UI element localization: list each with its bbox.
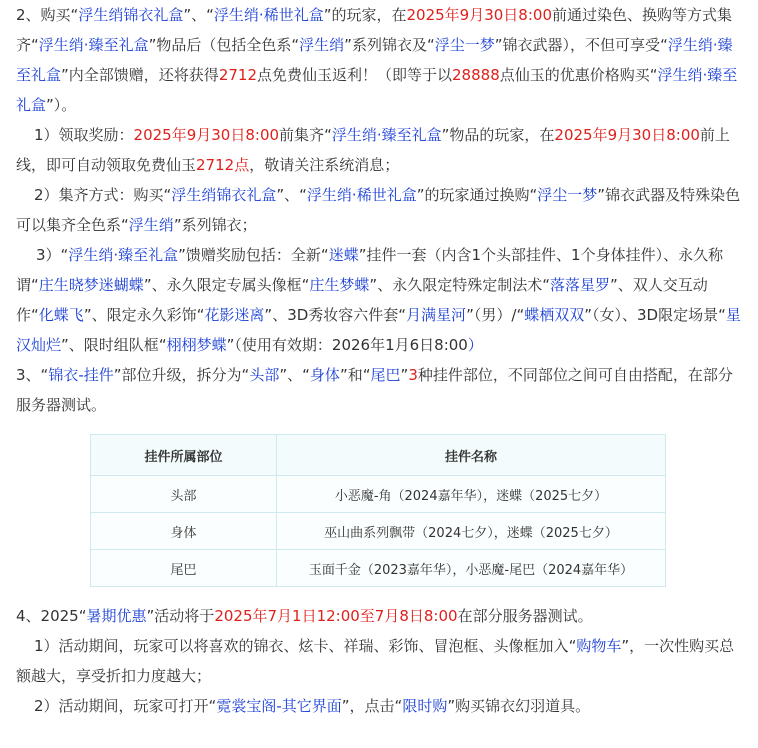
table-header-name: 挂件名称 <box>277 435 666 476</box>
text: 物品的玩家，在 <box>449 126 555 144</box>
text: 2、购买 <box>16 6 71 24</box>
text: 在部分服务器测试。 <box>457 607 593 625</box>
text: （女）、3D限定场景 <box>592 306 719 324</box>
item-name: 浮生绡·臻至礼盒 <box>16 66 738 114</box>
quote-close: ” <box>143 276 152 294</box>
text: 种挂件部位，不同部位之间可自由搭配，在部分服务器测试。 <box>16 366 733 414</box>
text: 锦衣武器及特殊染色可以集齐全色系 <box>16 186 741 234</box>
text: 、限时组队框 <box>68 336 159 354</box>
price-amount: 28888 <box>452 66 500 84</box>
item-name: 庄生梦蝶 <box>309 276 370 294</box>
quote-close: ” <box>344 36 352 54</box>
table-cell-name: 巫山曲系列飘带（2024七夕），迷蝶（2025七夕） <box>277 513 666 550</box>
text: 点免费仙玉返利！（即等于以 <box>257 66 453 84</box>
rebate-amount: 2712 <box>218 66 257 84</box>
section4-item2 <box>16 691 742 721</box>
quote-close: ” <box>226 336 235 354</box>
item-name: 浮生绡 <box>128 216 174 234</box>
pendant-parts-table <box>90 434 666 587</box>
item-name: 浮生绡·臻至礼盒 <box>16 36 733 84</box>
table-cell-name: 玉面千金（2023嘉年华），小恶魔-尾巴（2024嘉年华） <box>277 550 666 587</box>
quote-close: ” <box>441 126 450 144</box>
quote-open: “ <box>301 276 310 294</box>
item-name: 浮生绡锦衣礼盒 <box>78 6 184 24</box>
text: 、 <box>287 366 303 384</box>
table-row <box>91 476 666 513</box>
quote-close: ” <box>148 36 157 54</box>
section2-intro <box>16 0 742 120</box>
quote-close: ” <box>341 697 350 715</box>
text: 挂件一套（内含1个头部挂件、1个身体挂件）、永久称谓 <box>16 246 724 294</box>
quote-open: 2026年1月6日8:00 <box>331 336 468 354</box>
item-name: 浮生绡·臻至礼盒 <box>38 36 149 54</box>
deadline: 2025年9月30日8:00 <box>554 126 700 144</box>
deadline: 2025年9月30日8:00 <box>133 126 280 144</box>
quote-open: “ <box>542 276 550 294</box>
text: 、永久限定特殊定制法术 <box>377 276 543 294</box>
quote-open: “ <box>660 36 668 54</box>
quote-close: ” <box>178 246 186 264</box>
text: 锦衣武器），不但可享受 <box>502 36 661 54</box>
text: 馈赠奖励包括：全新 <box>185 246 321 264</box>
text: 前集齐 <box>279 126 325 144</box>
quote-close: ” <box>83 306 92 324</box>
item-name: 浮生绡·臻至礼盒 <box>68 246 179 264</box>
table-cell-part: 身体 <box>91 513 277 550</box>
count: 3 <box>408 366 418 384</box>
item-name: 浮尘一梦 <box>537 186 598 204</box>
quote-open: “ <box>31 276 39 294</box>
text: （使用有效期： <box>234 336 332 354</box>
quote-open: “ <box>426 36 435 54</box>
section2-item1 <box>16 120 742 180</box>
text: ，一次性购买总额越大，享受折扣力度越大； <box>16 637 735 685</box>
text: 3、 <box>16 366 41 384</box>
section3-text <box>16 360 742 420</box>
text: 系列锦衣及 <box>351 36 427 54</box>
text: 的玩家，在 <box>331 6 407 24</box>
table-header-row <box>91 435 666 476</box>
item-name: 浮尘一梦 <box>434 36 495 54</box>
quote-close: ” <box>323 6 332 24</box>
text: 活动将于 <box>154 607 215 625</box>
table-row <box>91 550 666 587</box>
text: 的玩家通过换购 <box>424 186 530 204</box>
table-cell-name: 小恶魔-角（2024嘉年华），迷蝶（2025七夕） <box>277 476 666 513</box>
quote-close: ” <box>416 186 425 204</box>
rebate-amount: 2712点 <box>196 156 250 174</box>
item-name: 化蝶飞 <box>38 306 84 324</box>
feature-name: 购物车 <box>576 637 622 655</box>
quote-open: “ <box>291 36 300 54</box>
quote-close: ” <box>597 186 606 204</box>
text: ）。 <box>53 96 77 114</box>
text: 2）集齐方式：购买 <box>34 186 164 204</box>
quote-open: “ <box>362 366 371 384</box>
quote-open: “ <box>320 246 329 264</box>
quote-open: “ <box>121 216 129 234</box>
text: 3） <box>36 246 61 264</box>
item-name: 迷蝶 <box>328 246 359 264</box>
event-name: 暑期优惠 <box>86 607 147 625</box>
feature-name: 霓裳宝阁-其它界面 <box>216 697 342 715</box>
table-cell-part: 头部 <box>91 476 277 513</box>
text: 、双人交互动作 <box>16 276 708 324</box>
quote-open: “ <box>649 66 658 84</box>
text: （男）/ <box>473 306 517 324</box>
quote-open: “ <box>60 246 69 264</box>
quote-close: ” <box>339 366 348 384</box>
section2-item3 <box>16 240 742 360</box>
text: 、3D秀妆容六件套 <box>272 306 399 324</box>
text: 1）领取奖励： <box>34 126 134 144</box>
quote-close: ” <box>369 276 378 294</box>
text: 4、2025 <box>16 607 79 625</box>
text: 1）活动期间，玩家可以将喜欢的锦衣、炫卡、祥瑞、彩饰、冒泡框、头像框加入 <box>34 637 569 655</box>
quote-open: “ <box>196 306 205 324</box>
text: 物品后（包括全色系 <box>156 36 292 54</box>
item-name: 落落星罗 <box>549 276 610 294</box>
quote-close: ” <box>584 306 593 324</box>
event-period: 2025年7月1日12:00至7月8日8:00 <box>214 607 458 625</box>
quote-open: “ <box>241 366 250 384</box>
quote-open: “ <box>31 306 39 324</box>
text: 系列锦衣； <box>181 216 257 234</box>
item-name: 花影迷离 <box>204 306 265 324</box>
item-name: 浮生绡·臻至礼盒 <box>331 126 442 144</box>
text: 部位升级，拆分为 <box>121 366 242 384</box>
section4-item1 <box>16 631 742 691</box>
quote-close: ” <box>61 66 69 84</box>
quote-open: “ <box>302 366 310 384</box>
quote-close: ” <box>146 607 155 625</box>
quote-open: “ <box>40 366 49 384</box>
deadline: 2025年9月30日8:00 <box>406 6 552 24</box>
quote-close: ” <box>494 36 503 54</box>
quote-close: ” <box>173 216 182 234</box>
quote-close: ” <box>610 276 618 294</box>
text: 2）活动期间，玩家可打开 <box>34 697 209 715</box>
quote-close: ” <box>46 96 54 114</box>
quote-close: ” <box>466 306 474 324</box>
quote-close: ” <box>264 306 273 324</box>
table-header-part: 挂件所属部位 <box>91 435 277 476</box>
text: 前上线，即可自动领取免费仙玉 <box>16 126 730 174</box>
feature-name: 限时购 <box>402 697 448 715</box>
quote-open: “ <box>568 637 577 655</box>
quote-close: ” <box>276 186 285 204</box>
item-name: 月满星河 <box>406 306 467 324</box>
quote-open: “ <box>158 336 167 354</box>
item-name: 蝶栖双双 <box>524 306 585 324</box>
quote-close: ” <box>183 6 192 24</box>
quote-open: “ <box>398 306 407 324</box>
quote-open: “ <box>718 306 726 324</box>
item-name: 浮生绡·稀世礼盒 <box>213 6 324 24</box>
table-cell-part: 尾巴 <box>91 550 277 587</box>
text: 内全部馈赠，还将获得 <box>68 66 219 84</box>
text: 、限定永久彩饰 <box>91 306 197 324</box>
quote-open: “ <box>299 186 307 204</box>
table-row <box>91 513 666 550</box>
item-name: 锦衣-挂件 <box>48 366 114 384</box>
section4-intro <box>16 601 742 631</box>
text: 和 <box>347 366 363 384</box>
item-name: 浮生绡 <box>299 36 345 54</box>
quote-open: “ <box>324 126 332 144</box>
quote-open: “ <box>516 306 525 324</box>
quote-open: “ <box>70 6 79 24</box>
quote-open: “ <box>208 697 217 715</box>
item-name: 浮生绡锦衣礼盒 <box>171 186 277 204</box>
quote-close: ” <box>279 366 288 384</box>
section2-item2 <box>16 180 742 240</box>
text: 点仙玉的优惠价格购买 <box>499 66 650 84</box>
quote-open: “ <box>163 186 172 204</box>
text: ，点击 <box>349 697 395 715</box>
text: ，敬请关注系统消息； <box>249 156 400 174</box>
quote-open: “ <box>31 36 39 54</box>
item-name: 星汉灿烂 <box>16 306 741 354</box>
text: 前通过染色、换购等方式集齐 <box>16 6 733 54</box>
item-name: ） <box>467 336 483 354</box>
text: 购买锦衣幻羽道具。 <box>455 697 591 715</box>
quote-open: “ <box>78 607 87 625</box>
item-name: 庄生晓梦迷蝴蝶 <box>38 276 144 294</box>
text: 、永久限定专属头像框 <box>151 276 302 294</box>
item-name: 头部 <box>249 366 280 384</box>
quote-open: “ <box>529 186 538 204</box>
quote-open: “ <box>394 697 403 715</box>
quote-close: ” <box>447 697 456 715</box>
item-name: 身体 <box>309 366 340 384</box>
item-name: 尾巴 <box>370 366 401 384</box>
quote-close: ” <box>358 246 367 264</box>
item-name: 浮生绡·稀世礼盒 <box>306 186 417 204</box>
text: 、 <box>191 6 207 24</box>
quote-close: ” <box>621 637 630 655</box>
quote-close: ” <box>400 366 409 384</box>
item-name: 栩栩梦蝶 <box>166 336 227 354</box>
quote-close: ” <box>113 366 122 384</box>
text: 、 <box>284 186 300 204</box>
quote-close: ” <box>61 336 69 354</box>
quote-open: “ <box>206 6 214 24</box>
